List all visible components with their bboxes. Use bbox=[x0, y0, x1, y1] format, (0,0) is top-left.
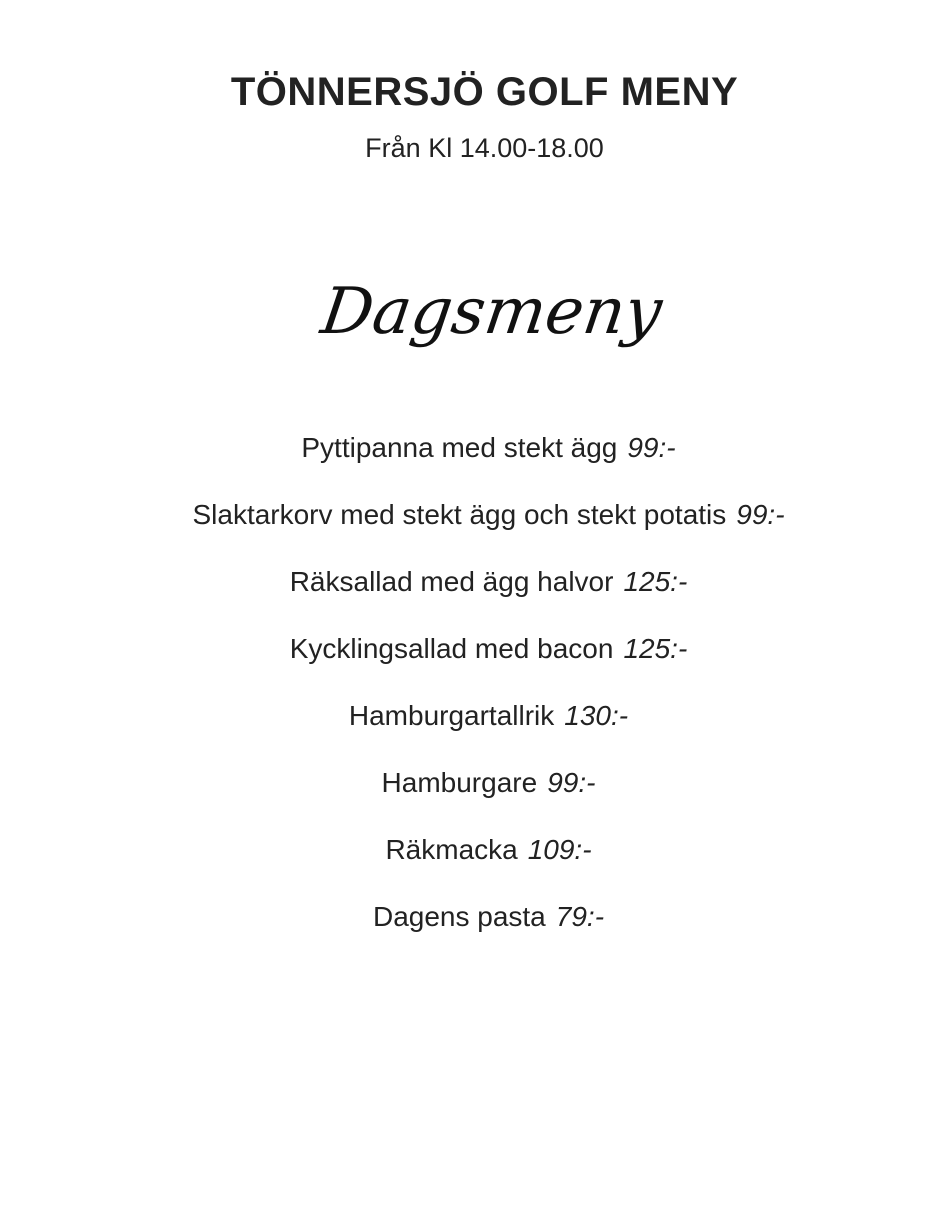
menu-item-name: Pyttipanna med stekt ägg bbox=[301, 432, 618, 463]
menu-item-name: Kycklingsallad med bacon bbox=[289, 633, 614, 664]
menu-item bbox=[0, 763, 949, 830]
menu-item bbox=[0, 629, 949, 696]
menu-item bbox=[0, 495, 949, 562]
menu-item-name: Hamburgare bbox=[381, 767, 538, 798]
menu-item-price: 125:- bbox=[623, 566, 688, 597]
menu-item-price: 99:- bbox=[627, 432, 676, 463]
menu-item-name: Slaktarkorv med stekt ägg och stekt potatis bbox=[192, 499, 727, 530]
menu-item-price: 125:- bbox=[623, 633, 688, 664]
menu-list bbox=[0, 428, 949, 964]
menu-item bbox=[0, 830, 949, 897]
page-title: TÖNNERSJÖ GOLF MENY bbox=[230, 70, 739, 114]
menu-item bbox=[0, 428, 949, 495]
menu-item-name: Räkmacka bbox=[385, 834, 518, 865]
menu-item bbox=[0, 897, 949, 964]
menu-item-name: Räksallad med ägg halvor bbox=[289, 566, 614, 597]
opening-hours: Från Kl 14.00-18.00 bbox=[365, 133, 604, 163]
menu-item-name: Hamburgartallrik bbox=[348, 700, 555, 731]
menu-item bbox=[0, 562, 949, 629]
menu-item-price: 109:- bbox=[527, 834, 592, 865]
menu-item-price: 79:- bbox=[555, 901, 605, 932]
menu-item bbox=[0, 696, 949, 763]
menu-item-price: 99:- bbox=[736, 499, 785, 530]
section-title: Dagsmeny bbox=[316, 275, 667, 349]
menu-item-price: 130:- bbox=[564, 700, 629, 731]
menu-item-price: 99:- bbox=[547, 767, 596, 798]
menu-item-name: Dagens pasta bbox=[372, 901, 546, 932]
